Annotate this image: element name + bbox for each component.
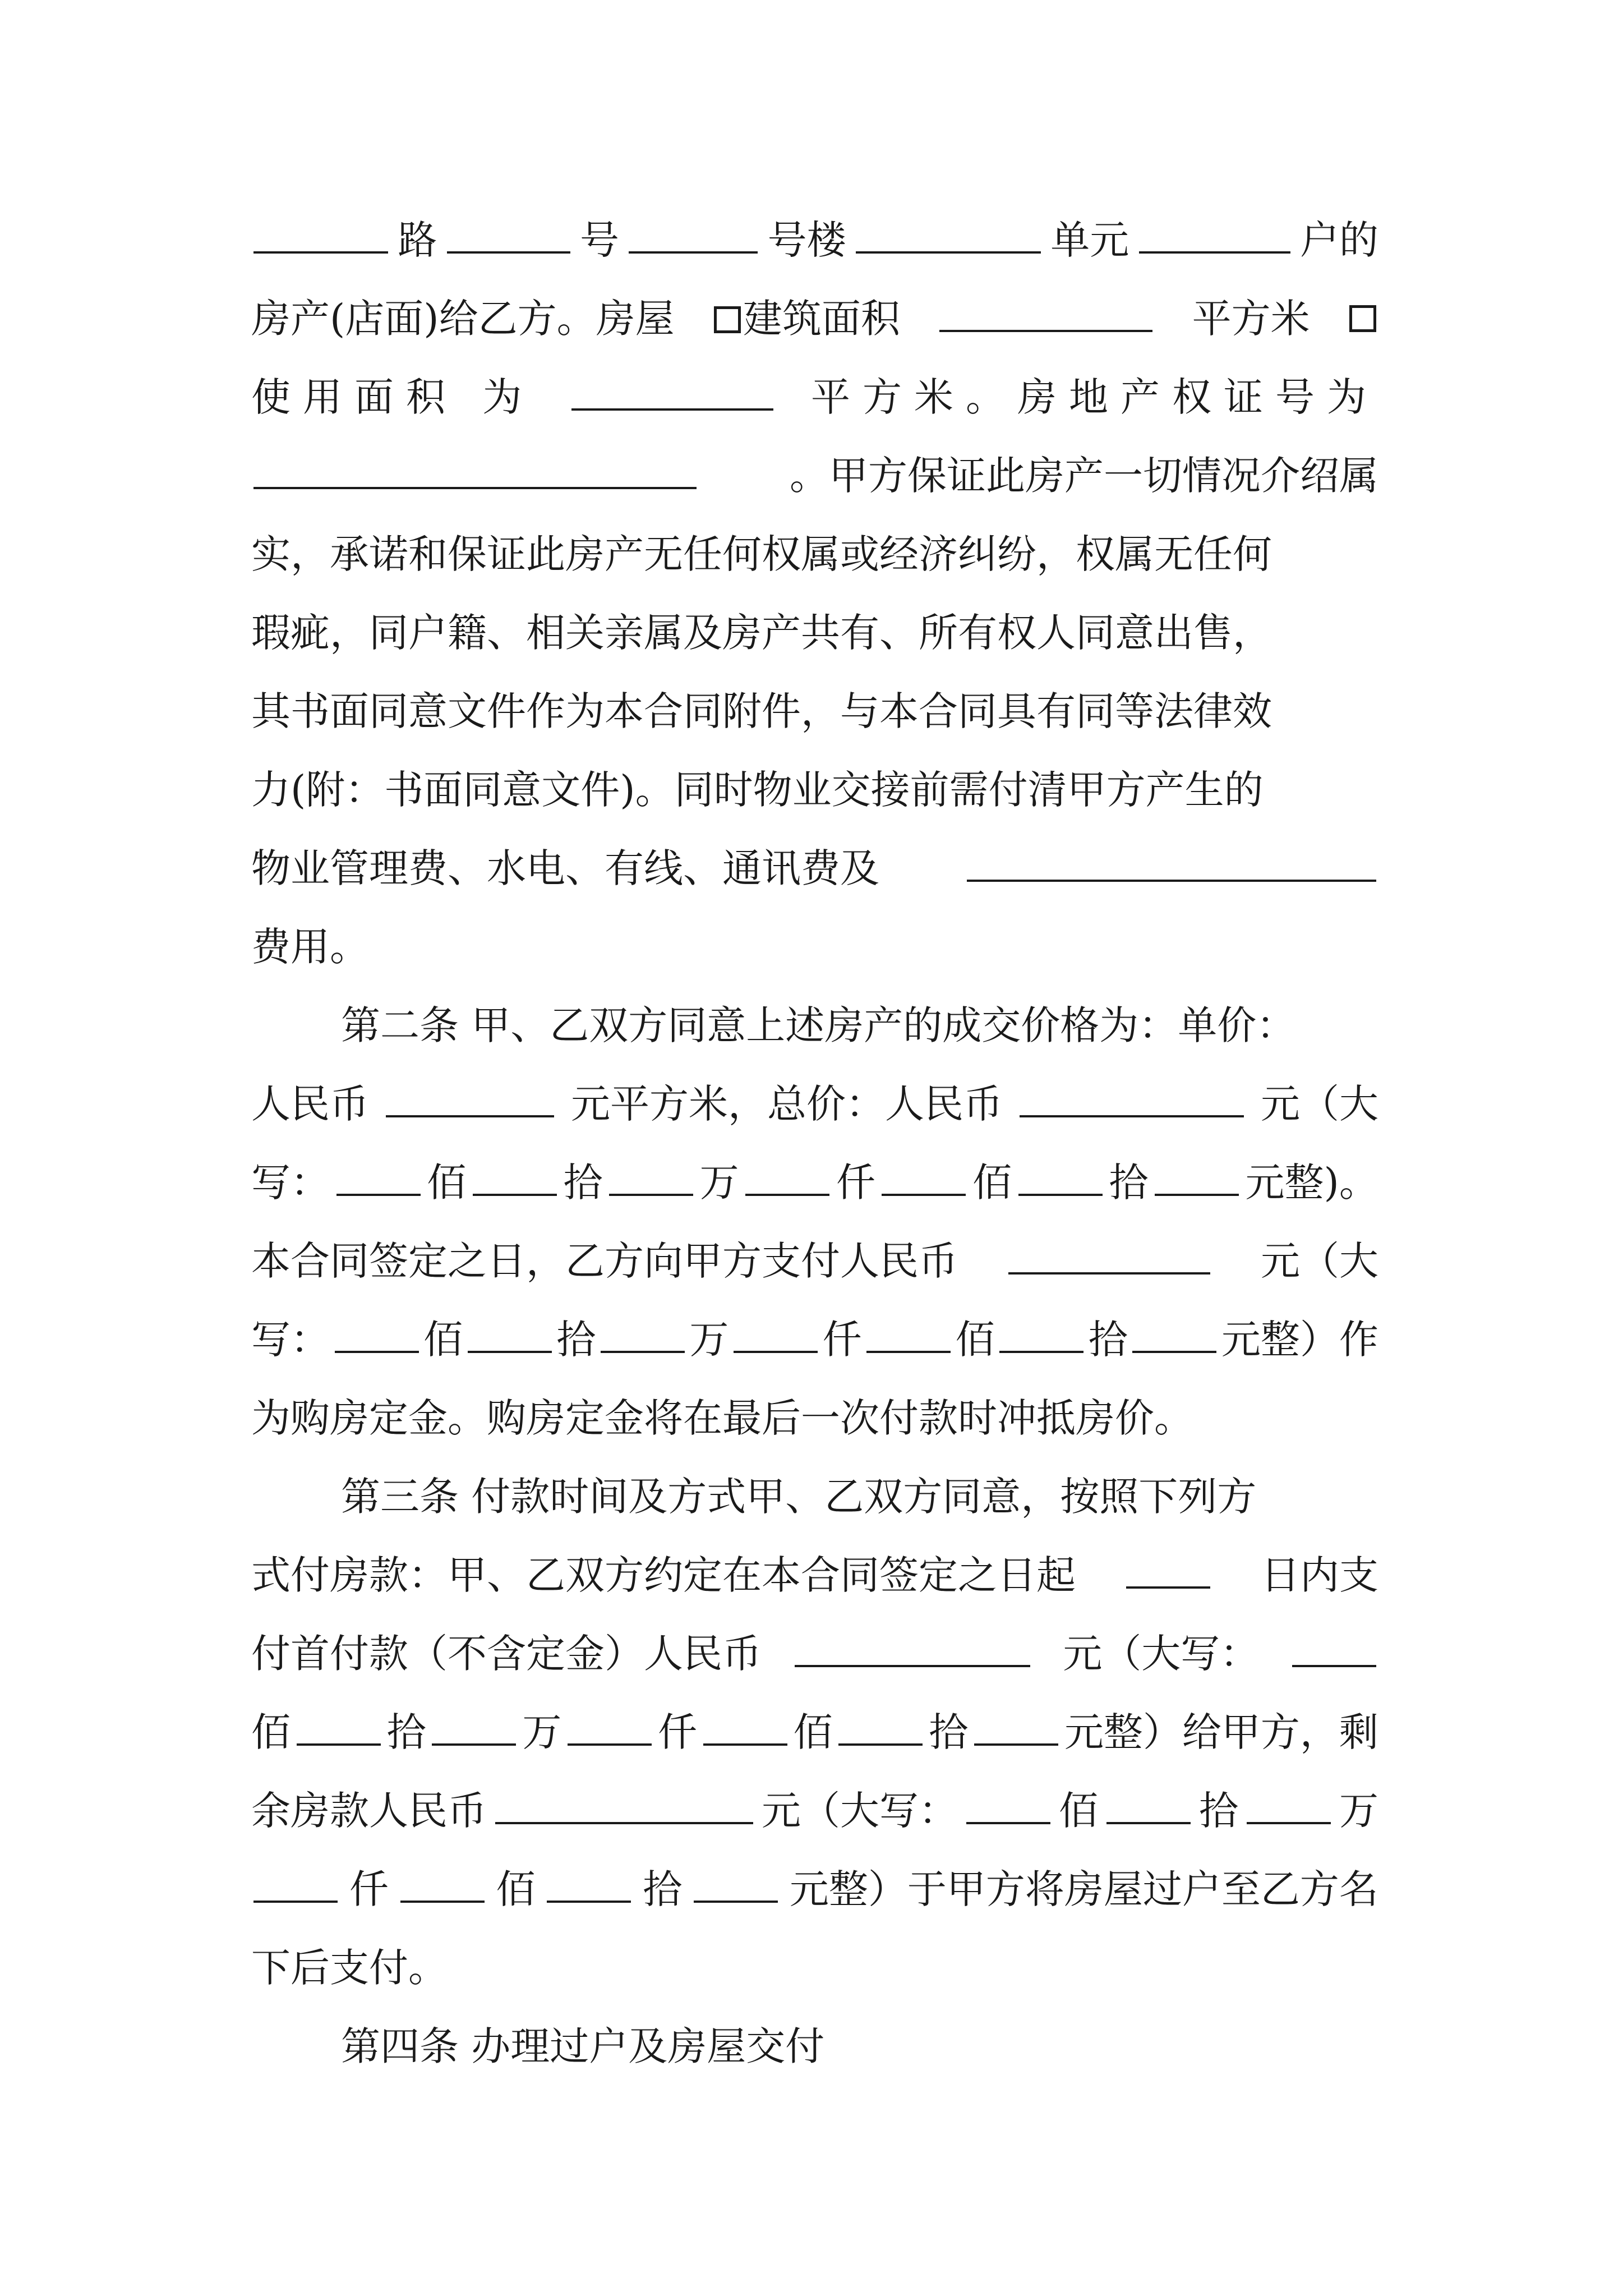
line-10: 费用。 <box>251 924 369 970</box>
unit-bai-2: 佰 <box>972 1159 1012 1205</box>
unit-shi: 拾 <box>563 1159 603 1205</box>
label-capital-1: 元（大 <box>1261 1081 1378 1127</box>
label-unit: 单元 <box>1050 217 1129 263</box>
line-capital-3 <box>251 1704 1378 1760</box>
label-capital-3: 元（大写： <box>1063 1631 1260 1677</box>
blank-rm-3[interactable] <box>1247 1787 1331 1824</box>
blank-deposit-amount[interactable] <box>1008 1237 1210 1274</box>
unit-shi-3: 拾 <box>556 1317 596 1363</box>
blank-rm-5[interactable] <box>400 1866 485 1903</box>
blank-dep-7[interactable] <box>1132 1316 1216 1353</box>
line-payment-days <box>251 1547 1378 1603</box>
label-building: 号楼 <box>767 217 846 263</box>
blank-down-payment[interactable] <box>795 1630 1030 1667</box>
label-rmb-unit: 人民币 <box>251 1081 369 1127</box>
checkbox-use-area[interactable] <box>1349 305 1376 332</box>
line-deposit <box>251 1233 1378 1289</box>
line-6: 瑕疵，同户籍、相关亲属及房产共有、所有权人同意出售， <box>251 610 1272 656</box>
blank-dp-7[interactable] <box>974 1709 1058 1746</box>
line-property-area <box>251 291 1378 347</box>
blank-rm-6[interactable] <box>547 1866 631 1903</box>
unit-bai-8: 佰 <box>496 1866 536 1912</box>
line-capital-1 <box>251 1154 1378 1211</box>
text-deposit: 本合同签定之日，乙方向甲方支付人民币 <box>251 1238 958 1284</box>
blank-dp-1[interactable] <box>1292 1630 1376 1667</box>
unit-qian-3: 仟 <box>657 1709 697 1755</box>
unit-shi-2: 拾 <box>1109 1159 1149 1205</box>
blank-total-price[interactable] <box>1020 1080 1244 1117</box>
label-number: 号 <box>579 217 619 263</box>
blank-dep-6[interactable] <box>999 1316 1083 1353</box>
blank-remaining[interactable] <box>495 1787 753 1824</box>
unit-wan-3: 万 <box>522 1709 562 1755</box>
line-price <box>251 1076 1378 1132</box>
unit-qian: 仟 <box>836 1159 875 1205</box>
property-text: 房产(店面)给乙方。房屋 <box>251 296 675 342</box>
blank-rm-4[interactable] <box>253 1866 338 1903</box>
blank-dep-2[interactable] <box>468 1316 552 1353</box>
unit-shi-4: 拾 <box>1088 1317 1128 1363</box>
unit-shi-6: 拾 <box>929 1709 969 1755</box>
blank-unit-price[interactable] <box>386 1080 554 1117</box>
line-7: 其书面同意文件作为本合同附件，与本合同具有同等法律效 <box>251 688 1272 734</box>
label-road: 路 <box>398 217 437 263</box>
unit-qian-4: 仟 <box>349 1866 389 1912</box>
line-remaining <box>251 1783 1378 1839</box>
text-remaining: 余房款人民币 <box>251 1788 487 1834</box>
line-fees <box>251 840 1378 896</box>
unit-wan-4: 万 <box>1339 1788 1378 1834</box>
blank-cap-7[interactable] <box>1155 1159 1239 1196</box>
blank-dep-5[interactable] <box>866 1316 951 1353</box>
line-8: 力(附：书面同意文件)。同时物业交接前需付清甲方产生的 <box>251 767 1264 813</box>
unit-bai-5: 佰 <box>251 1709 291 1755</box>
blank-household[interactable] <box>1139 217 1290 254</box>
label-capital-4: 元（大写： <box>762 1788 958 1834</box>
blank-cap-4[interactable] <box>745 1159 829 1196</box>
blank-cap-2[interactable] <box>473 1159 557 1196</box>
text-fees: 物业管理费、水电、有线、通讯费及 <box>251 845 879 891</box>
line-capital-4 <box>251 1861 1378 1917</box>
unit-shi-8: 拾 <box>643 1866 683 1912</box>
line-address <box>251 212 1378 268</box>
blank-dep-1[interactable] <box>335 1316 419 1353</box>
blank-dp-2[interactable] <box>297 1709 381 1746</box>
unit-bai-4: 佰 <box>955 1317 995 1363</box>
checkbox-building-area[interactable] <box>714 306 741 333</box>
label-use-area: 使用面积 为 <box>251 374 534 420</box>
unit-wan-2: 万 <box>689 1317 729 1363</box>
blank-other-fees[interactable] <box>967 845 1376 882</box>
article-4-heading: 第四条 办理过户及房屋交付 <box>341 2023 825 2069</box>
line-use-area <box>251 369 1378 425</box>
blank-dp-4[interactable] <box>568 1709 652 1746</box>
label-household: 户的 <box>1299 217 1378 263</box>
label-capital-2: 元（大 <box>1261 1238 1378 1284</box>
label-sqm-1: 平方米 <box>1192 296 1310 342</box>
text-guarantee: 。甲方保证此房产一切情况介绍属 <box>790 453 1378 499</box>
text-down-payment: 付首付款（不含定金）人民币 <box>251 1631 762 1677</box>
label-write: 写： <box>251 1159 330 1205</box>
blank-dp-3[interactable] <box>432 1709 516 1746</box>
blank-certificate-number[interactable] <box>253 452 697 489</box>
text-days: 日内支 <box>1261 1552 1378 1598</box>
article-3-heading: 第三条 付款时间及方式甲、乙双方同意，按照下列方 <box>341 1474 1257 1520</box>
blank-cap-3[interactable] <box>609 1159 693 1196</box>
text-to-party-a: 元整）给甲方，剩 <box>1064 1709 1378 1755</box>
unit-yuan: 元整)。 <box>1245 1159 1378 1205</box>
unit-bai-7: 佰 <box>1059 1788 1098 1834</box>
unit-bai: 佰 <box>427 1159 467 1205</box>
blank-unit[interactable] <box>856 217 1041 254</box>
line-pay-after: 下后支付。 <box>251 1945 448 1991</box>
blank-rm-7[interactable] <box>694 1866 778 1903</box>
text-transfer-condition: 元整）于甲方将房屋过户至乙方名 <box>789 1866 1378 1912</box>
label-certificate: 平方米。房地产权证号为 <box>810 374 1378 420</box>
text-payment-method: 式付房款：甲、乙双方约定在本合同签定之日起 <box>251 1552 1076 1598</box>
unit-shi-5: 拾 <box>386 1709 426 1755</box>
blank-cap-5[interactable] <box>882 1159 966 1196</box>
line-capital-2 <box>251 1312 1378 1368</box>
checkbox-build-area-group <box>712 291 900 347</box>
unit-qian-2: 仟 <box>822 1317 862 1363</box>
blank-dp-5[interactable] <box>703 1709 787 1746</box>
unit-bai-6: 佰 <box>793 1709 833 1755</box>
blank-dep-3[interactable] <box>601 1316 685 1353</box>
blank-dep-4[interactable] <box>734 1316 818 1353</box>
unit-yuan-2: 元整）作 <box>1221 1317 1378 1363</box>
article-2-heading: 第二条 甲、乙双方同意上述房产的成交价格为：单价： <box>341 1002 1296 1048</box>
blank-rm-2[interactable] <box>1106 1787 1191 1824</box>
blank-number[interactable] <box>447 217 570 254</box>
unit-bai-3: 佰 <box>423 1317 463 1363</box>
blank-rm-1[interactable] <box>966 1787 1050 1824</box>
label-building-area: 建筑面积 <box>743 296 900 342</box>
label-write-2: 写： <box>251 1317 330 1363</box>
blank-dp-6[interactable] <box>838 1709 923 1746</box>
unit-shi-7: 拾 <box>1199 1788 1238 1834</box>
line-down-payment <box>251 1626 1378 1682</box>
line-deposit-offset: 为购房定金。购房定金将在最后一次付款时冲抵房价。 <box>251 1395 1193 1441</box>
blank-use-area[interactable] <box>571 374 773 411</box>
blank-days[interactable] <box>1126 1552 1210 1589</box>
unit-wan: 万 <box>699 1159 739 1205</box>
blank-road[interactable] <box>253 217 388 254</box>
blank-building[interactable] <box>629 217 758 254</box>
line-certificate <box>251 448 1378 504</box>
line-5: 实，承诺和保证此房产无任何权属或经济纠纷，权属无任何 <box>251 531 1272 577</box>
label-total: 元平方米，总价：人民币 <box>571 1081 1003 1127</box>
blank-cap-1[interactable] <box>336 1159 421 1196</box>
blank-cap-6[interactable] <box>1018 1159 1103 1196</box>
blank-building-area[interactable] <box>939 295 1152 332</box>
